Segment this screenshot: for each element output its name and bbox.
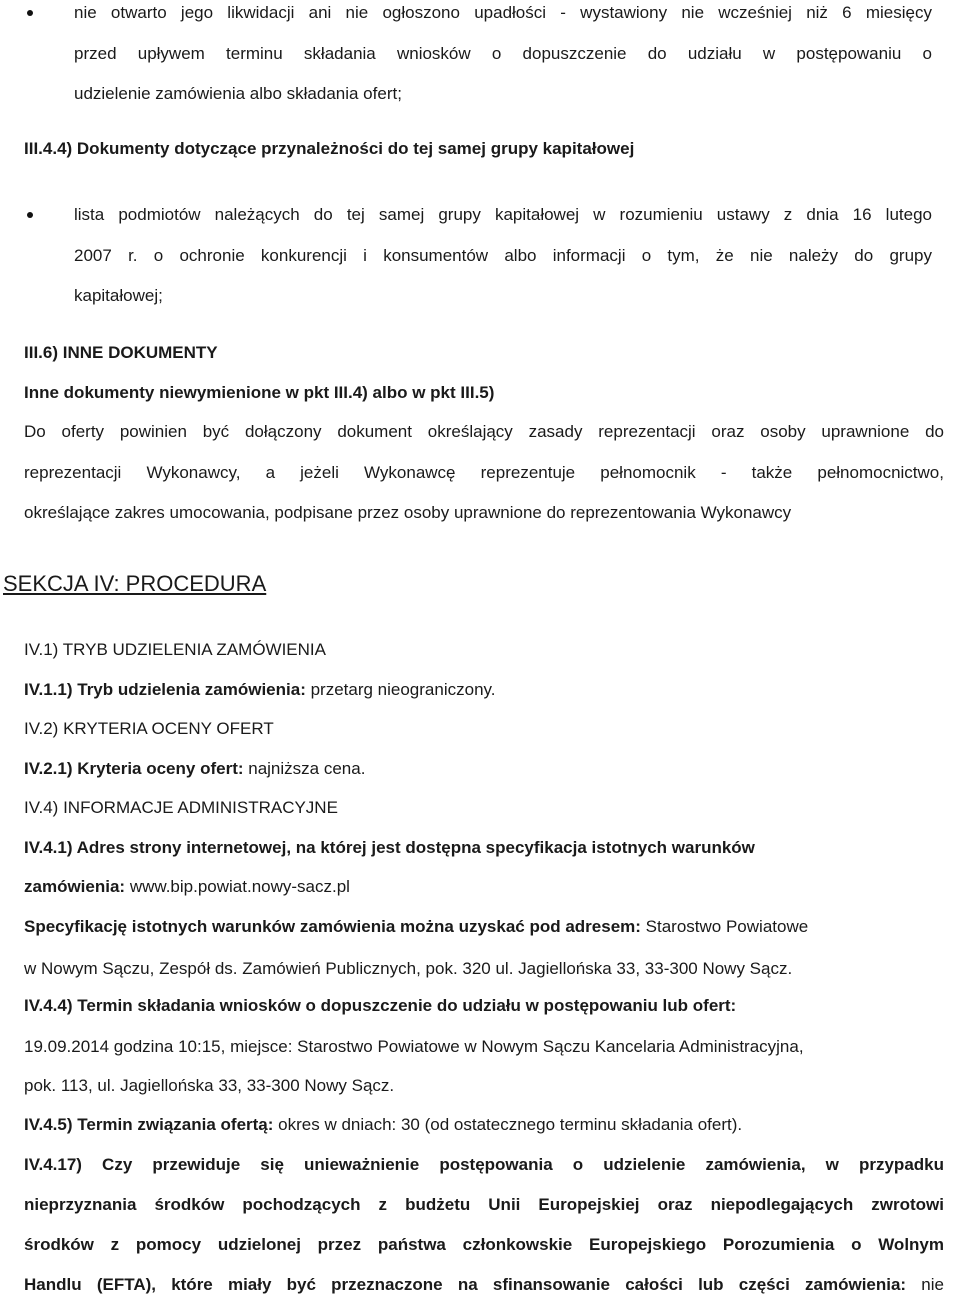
siwz-label: Specyfikację istotnych warunków zamówienia można uzyskać pod adresem: [24,917,641,936]
iv-4-5-value: okres w dniach: 30 (od ostatecznego terminu składania ofert). [273,1115,743,1134]
text-line: 2007 r. o ochronie konkurencji i konsumentów albo informacji o tym, że nie należy do grupy [74,245,932,265]
siwz-line1 [24,916,808,938]
text-line: przed upływem terminu składania wniosków o dopuszczenie do udziału w postępowaniu o [74,43,932,63]
text-line: określające zakres umocowania, podpisane przez osoby uprawnione do reprezentowania Wykonawcy [24,503,792,522]
text-line: udzielenie zamówienia albo składania ofert; [74,84,402,103]
iv-4-1-line1: IV.4.1) Adres strony internetowej, na której jest dostępna specyfikacja istotnych warunków [24,838,755,857]
heading-iv-4: IV.4) INFORMACJE ADMINISTRACYJNE [24,798,338,817]
website-url: www.bip.powiat.nowy-sacz.pl [125,877,350,896]
list-item-text [74,0,932,115]
text-line: środków z pomocy udzielonej przez państwa członkowskie Europejskiego Porozumienia o Wolnym [24,1235,944,1254]
heading-iii-4-4: III.4.4) Dokumenty dotyczące przynależności do tej samej grupy kapitałowej [24,139,635,158]
iv-1-1-label: IV.1.1) Tryb udzielenia zamówienia: [24,680,306,699]
text-line: nieprzyznania środków pochodzących z budżetu Unii Europejskiej oraz niepodlegających zwrotowi [24,1195,944,1214]
siwz-line2: w Nowym Sączu, Zespół ds. Zamówień Publicznych, pok. 320 ul. Jagiellońska 33, 33-300 Nowy Sącz. [24,959,793,978]
iv-4-1-label: zamówienia: [24,877,126,896]
bullet-icon [27,212,33,218]
list-item [22,195,932,317]
text-line [24,1265,944,1305]
iv-2-1-line [24,758,365,780]
other-documents-paragraph [24,412,944,534]
heading-iv-4-4: IV.4.4) Termin składania wniosków o dopuszczenie do udziału w postępowaniu lub ofert: [24,996,737,1015]
list-item [22,0,932,115]
iv-4-17-last-label: Handlu (EFTA), które miały być przeznaczone na sfinansowanie całości lub części zamówienia: [24,1275,907,1294]
siwz-value: Starostwo Powiatowe [640,917,809,936]
section-title: SEKCJA IV: PROCEDURA [3,571,267,596]
heading-iii-6: III.6) INNE DOKUMENTY [24,343,218,362]
iv-4-5-label: IV.4.5) Termin związania ofertą: [24,1115,274,1134]
heading-iv-1: IV.1) TRYB UDZIELENIA ZAMÓWIENIA [24,640,326,659]
iv-4-4-value1: 19.09.2014 godzina 10:15, miejsce: Starostwo Powiatowe w Nowym Sączu Kancelaria Administracyjna, [24,1037,804,1056]
text-line: kapitałowej; [74,286,163,305]
text-line: lista podmiotów należących do tej samej grupy kapitałowej w rozumieniu ustawy z dnia 16 lutego [74,205,932,224]
text-line: reprezentacji Wykonawcy, a jeżeli Wykonawcę reprezentuje pełnomocnik - także pełnomocnictwo, [24,462,944,482]
text-line: nie otwarto jego likwidacji ani nie ogłoszono upadłości - wystawiony nie wcześniej niż 6 miesięcy [74,3,932,22]
heading-iv-2: IV.2) KRYTERIA OCENY OFERT [24,719,274,738]
iv-4-5-line [24,1114,742,1136]
list-item-text [74,195,932,317]
iv-4-4-value2: pok. 113, ul. Jagiellońska 33, 33-300 Nowy Sącz. [24,1076,395,1095]
text-line: Do oferty powinien być dołączony dokument określający zasady reprezentacji oraz osoby uprawnione do [24,422,944,441]
text-line: IV.4.17) Czy przewiduje się unieważnienie postępowania o udzielenie zamówienia, w przypadku [24,1155,944,1174]
iv-4-17-paragraph [24,1145,944,1305]
iv-4-1-line2 [24,876,350,898]
heading-iii-6-sub: Inne dokumenty niewymienione w pkt III.4) albo w pkt III.5) [24,383,495,402]
iv-1-1-value: przetarg nieograniczony. [305,680,496,699]
iv-1-1-line [24,679,495,701]
bullet-icon [27,10,33,16]
iv-2-1-value: najniższa cena. [243,759,366,778]
iv-4-17-answer: nie [906,1275,944,1294]
iv-2-1-label: IV.2.1) Kryteria oceny ofert: [24,759,244,778]
